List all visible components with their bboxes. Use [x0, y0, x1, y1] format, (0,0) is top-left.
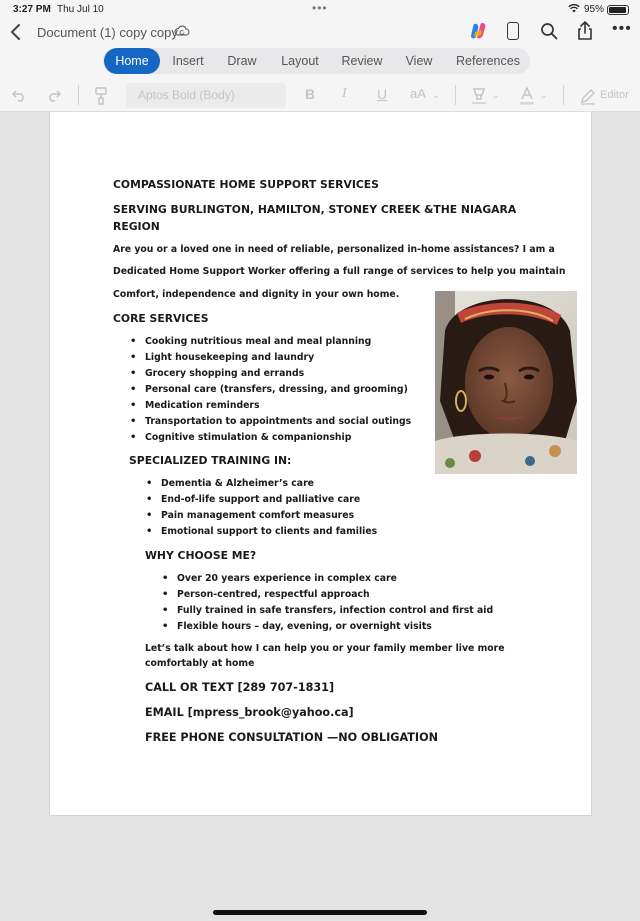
list-item: • Flexible hours – day, evening, or overnight visits — [177, 619, 493, 635]
bold-button[interactable]: B — [305, 86, 316, 102]
document-page[interactable] — [49, 112, 592, 816]
tab-view[interactable]: View — [405, 54, 433, 68]
list-item: • End-of-life support and palliative care — [161, 492, 377, 508]
status-date: Thu Jul 10 — [57, 4, 104, 15]
battery-percent: 95% — [584, 4, 605, 15]
tab-home[interactable]: Home — [104, 48, 160, 74]
tab-references[interactable]: References — [456, 54, 520, 68]
list-item: • Emotional support to clients and families — [161, 524, 377, 540]
list-item: • Cooking nutritious meal and meal planning — [145, 334, 411, 350]
font-size-button[interactable]: aA — [410, 86, 426, 101]
copilot-icon[interactable] — [468, 21, 488, 41]
serving-area-heading: SERVING BURLINGTON, HAMILTON, STONEY CREEK &THE NIAGARA — [113, 203, 517, 216]
status-time: 3:27 PM — [13, 4, 51, 15]
device-view-icon[interactable] — [507, 22, 519, 40]
search-icon[interactable] — [540, 22, 558, 40]
profile-photo[interactable] — [435, 291, 577, 474]
core-services-heading: CORE SERVICES — [113, 312, 209, 325]
highlighter-icon[interactable] — [470, 87, 488, 105]
list-item: • Cognitive stimulation & companionship — [145, 430, 411, 446]
cloud-sync-icon[interactable] — [174, 24, 190, 38]
intro-paragraph-line: Dedicated Home Support Worker offering a full range of services to help you maintain — [113, 266, 566, 277]
why-choose-heading: WHY CHOOSE ME? — [145, 549, 257, 562]
editor-pen-icon[interactable] — [579, 87, 597, 105]
core-services-list — [145, 334, 411, 446]
format-painter-icon[interactable] — [94, 87, 108, 105]
tab-review[interactable]: Review — [341, 54, 383, 68]
status-bar — [0, 0, 640, 18]
toolbar-divider — [78, 85, 79, 105]
formatting-toolbar — [0, 80, 640, 112]
list-item: • Person-centred, respectful approach — [177, 587, 493, 603]
call-line: CALL OR TEXT [289 707-1831] — [145, 681, 335, 694]
training-list — [161, 476, 377, 540]
font-color-icon[interactable] — [518, 86, 536, 106]
home-indicator[interactable] — [213, 910, 427, 915]
list-item: • Personal care (transfers, dressing, and grooming) — [145, 382, 411, 398]
toolbar-divider — [455, 85, 456, 105]
italic-button[interactable]: I — [342, 86, 347, 101]
more-options-icon[interactable]: ••• — [612, 20, 632, 37]
toolbar-divider — [563, 85, 564, 105]
email-line: EMAIL [mpress_brook@yahoo.ca] — [145, 706, 354, 719]
chevron-down-icon[interactable]: ⌄ — [540, 90, 548, 100]
undo-icon[interactable] — [11, 88, 27, 102]
serving-area-heading-cont: REGION — [113, 220, 160, 233]
battery-icon — [607, 5, 629, 15]
editor-button[interactable]: Editor — [600, 89, 629, 101]
document-header — [0, 18, 640, 46]
tab-draw[interactable]: Draw — [227, 54, 257, 68]
chevron-down-icon[interactable]: ⌄ — [492, 90, 500, 100]
closing-line: comfortably at home — [145, 658, 255, 669]
list-item: • Light housekeeping and laundry — [145, 350, 411, 366]
why-choose-list — [177, 571, 493, 635]
list-item: • Medication reminders — [145, 398, 411, 414]
tab-layout[interactable]: Layout — [281, 54, 319, 68]
list-item: • Dementia & Alzheimer’s care — [161, 476, 377, 492]
intro-paragraph-line: Are you or a loved one in need of reliable, personalized in-home assistances? I am a — [113, 244, 555, 255]
training-heading: SPECIALIZED TRAINING IN: — [129, 454, 292, 467]
list-item: • Transportation to appointments and social outings — [145, 414, 411, 430]
ribbon-tabs — [0, 46, 640, 80]
list-item: • Grocery shopping and errands — [145, 366, 411, 382]
list-item: • Fully trained in safe transfers, infection control and first aid — [177, 603, 493, 619]
consultation-line: FREE PHONE CONSULTATION —NO OBLIGATION — [145, 731, 438, 744]
underline-button[interactable]: U — [377, 86, 388, 102]
tab-insert[interactable]: Insert — [172, 54, 204, 68]
back-chevron-icon[interactable] — [9, 22, 23, 42]
multitask-dots-icon[interactable]: ••• — [312, 1, 328, 15]
document-title-heading: COMPASSIONATE HOME SUPPORT SERVICES — [113, 178, 379, 191]
list-item: • Over 20 years experience in complex care — [177, 571, 493, 587]
list-item: • Pain management comfort measures — [161, 508, 377, 524]
share-icon[interactable] — [576, 21, 594, 41]
intro-paragraph-line: Comfort, independence and dignity in your own home. — [113, 289, 400, 300]
chevron-down-icon[interactable]: ⌄ — [432, 90, 440, 100]
wifi-icon — [568, 3, 580, 13]
redo-icon[interactable] — [46, 88, 62, 102]
closing-line: Let’s talk about how I can help you or your family member live more — [145, 643, 505, 654]
document-title[interactable]: Document (1) copy copy — [37, 25, 178, 40]
font-name-field[interactable]: Aptos Bold (Body) — [126, 83, 286, 108]
